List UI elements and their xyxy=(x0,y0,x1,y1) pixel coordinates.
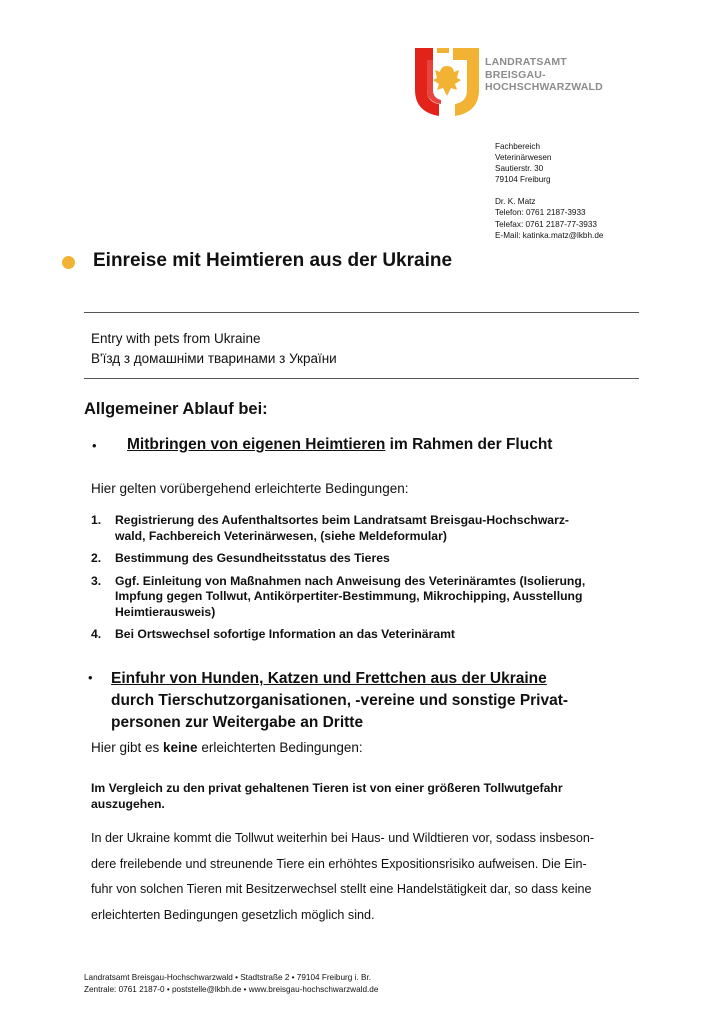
intro-text-2 xyxy=(91,740,363,755)
list-item-line: Impfung gegen Tollwut, Antikörpertiter-Bestimmung, Mikrochipping, Ausstellung xyxy=(115,589,583,603)
title-bullet-icon xyxy=(62,256,75,269)
contact-line: Dr. K. Matz xyxy=(495,197,536,207)
warning-line: Im Vergleich zu den privat gehaltenen Tieren ist von einer größeren Tollwutgefahr xyxy=(91,781,563,795)
list-number: 4. xyxy=(91,627,102,641)
warning-line: auszugehen. xyxy=(91,797,165,811)
list-item xyxy=(91,574,651,621)
subtitle-english: Entry with pets from Ukraine xyxy=(91,331,261,346)
list-item-line: Registrierung des Aufenthaltsortes beim Landratsamt Breisgau-Hochschwarz- xyxy=(115,513,569,527)
list-item-line: Bestimmung des Gesundheitsstatus des Tieres xyxy=(115,551,390,565)
body-paragraph xyxy=(91,826,641,928)
bullet-heading-1 xyxy=(127,436,552,454)
bullet-icon: • xyxy=(92,438,97,453)
section-heading: Allgemeiner Ablauf bei: xyxy=(84,400,268,418)
contact-line: Telefax: 0761 2187-77-3933 xyxy=(495,219,597,229)
bullet-heading-line: durch Tierschutzorganisationen, -vereine und sonstige Privat- xyxy=(111,692,569,709)
paragraph-line: In der Ukraine kommt die Tollwut weiterhin bei Haus- und Wildtieren vor, sodass insbeson- xyxy=(91,831,595,845)
list-number: 2. xyxy=(91,551,102,565)
bullet-heading-underlined: Einfuhr von Hunden, Katzen und Frettchen aus der Ukraine xyxy=(111,670,547,687)
contact-line: Veterinärwesen xyxy=(495,153,552,163)
footer xyxy=(84,972,378,996)
bullet-icon: • xyxy=(88,670,93,685)
bullet-heading-underlined: Mitbringen von eigenen Heimtieren xyxy=(127,436,386,453)
contact-line: Fachbereich xyxy=(495,142,541,151)
contact-line: Sautierstr. 30 xyxy=(495,164,544,174)
paragraph-line: fuhr von solchen Tieren mit Besitzerwechsel stellt eine Handelstätigkeit dar, so dass keine xyxy=(91,882,592,896)
paragraph-line: dere freilebende und streunende Tiere ein erhöhtes Expositionsrisiko aufweisen. Die Ein- xyxy=(91,856,587,871)
logo-text-line: HOCHSCHWARZWALD xyxy=(485,81,603,93)
list-item-line: wald, Fachbereich Veterinärwesen, (siehe Meldeformular) xyxy=(115,528,447,543)
contact-block xyxy=(495,141,603,241)
contact-line: Telefon: 0761 2187-3933 xyxy=(495,208,586,218)
intro-text-part: erleichterten Bedingungen: xyxy=(197,740,363,755)
coat-of-arms-logo-icon xyxy=(415,46,479,116)
list-number: 1. xyxy=(91,513,102,527)
list-item xyxy=(91,551,651,567)
warning-text xyxy=(91,780,631,812)
intro-text: Hier gelten vorübergehend erleichterte Bedingungen: xyxy=(91,481,409,496)
bullet-heading-line: personen zur Weitergabe an Dritte xyxy=(111,714,364,731)
divider xyxy=(84,378,639,379)
footer-line: Zentrale: 0761 2187-0 • poststelle@lkbh.de • www.breisgau-hochschwarzwald.de xyxy=(84,985,379,994)
list-item xyxy=(91,513,651,544)
bullet-heading-2 xyxy=(111,668,631,734)
footer-line: Landratsamt Breisgau-Hochschwarzwald • Stadtstraße 2 • 79104 Freiburg i. Br. xyxy=(84,973,371,982)
bullet-heading-rest: im Rahmen der Flucht xyxy=(385,436,553,453)
list-item-line: Heimtierausweis) xyxy=(115,604,216,619)
subtitle-block xyxy=(91,329,337,369)
list-item-line: Ggf. Einleitung von Maßnahmen nach Anweisung des Veterinäramtes (Isolierung, xyxy=(115,573,586,588)
logo-text xyxy=(485,56,603,94)
paragraph-line: erleichterten Bedingungen gesetzlich möglich sind. xyxy=(91,907,375,922)
list-number: 3. xyxy=(91,573,102,588)
logo-text-line: LANDRATSAMT xyxy=(485,56,567,68)
logo-text-line: BREISGAU- xyxy=(485,68,546,81)
list-item xyxy=(91,627,651,643)
contact-email: E-Mail: katinka.matz@lkbh.de xyxy=(495,230,604,240)
subtitle-ukrainian: В'їзд з домашніми тваринами з України xyxy=(91,351,337,366)
steps-list xyxy=(91,513,651,650)
divider xyxy=(84,312,639,313)
intro-text-part: Hier gibt es xyxy=(91,740,164,755)
letterhead-logo xyxy=(415,46,603,118)
document-title: Einreise mit Heimtieren aus der Ukraine xyxy=(93,250,453,271)
contact-line: 79104 Freiburg xyxy=(495,175,551,185)
intro-text-emphasis: keine xyxy=(163,740,198,755)
list-item-line: Bei Ortswechsel sofortige Information an das Veterinäramt xyxy=(115,627,455,641)
